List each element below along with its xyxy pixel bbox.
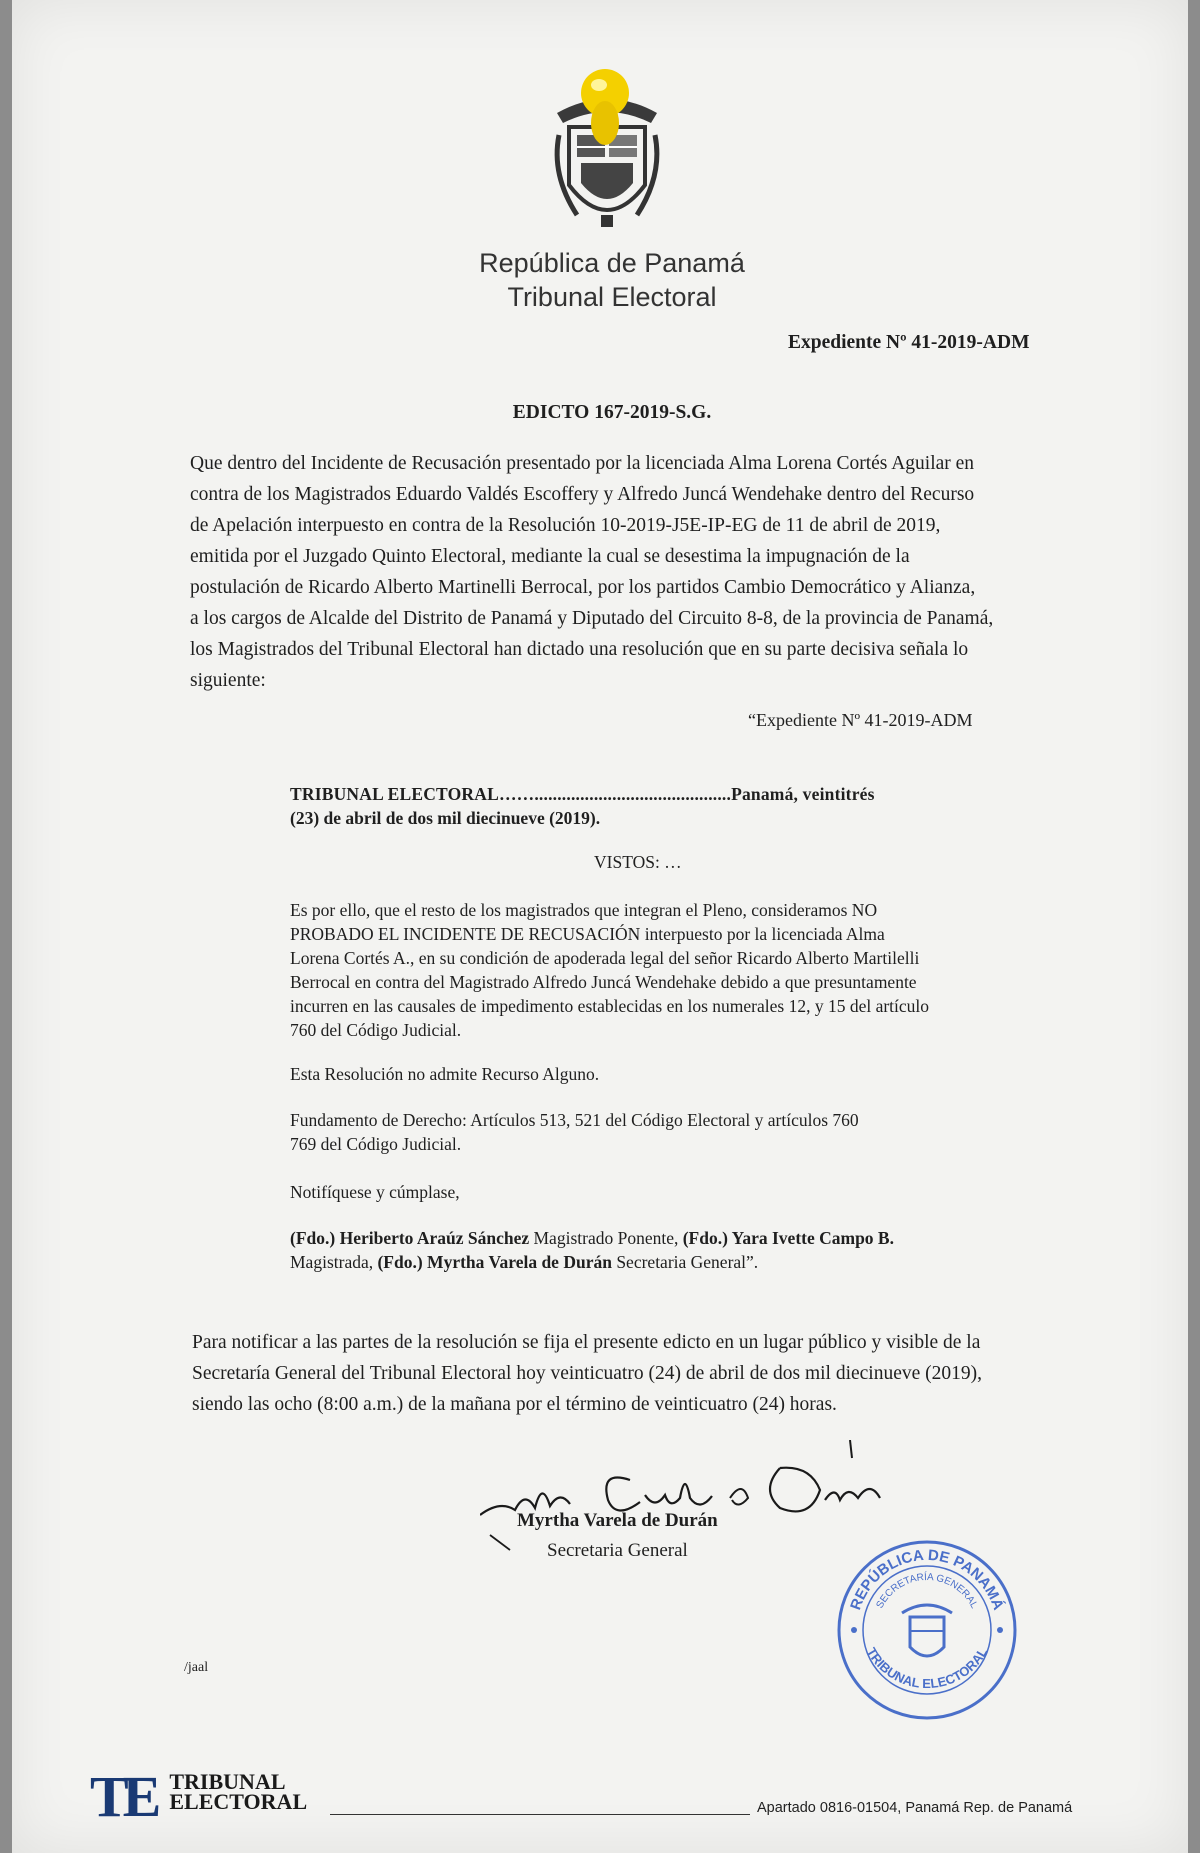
decision-line: Es por ello, que el resto de los magistrados que integran el Pleno, consideramos NO bbox=[290, 900, 878, 920]
tribunal-electoral-logo bbox=[90, 1764, 308, 1829]
decision-line: PROBADO EL INCIDENTE DE RECUSACIÓN interpuesto por la licenciada Alma bbox=[290, 924, 885, 944]
stamp-outer-text: REPÚBLICA DE PANAMÁ bbox=[847, 1546, 1007, 1613]
svg-text:TRIBUNAL ELECTORAL bbox=[864, 1645, 991, 1691]
decision-line: incurren en las causales de impedimento establecidas en los numerales 12, y 15 del artículo bbox=[290, 996, 930, 1016]
resolution-date bbox=[290, 782, 1000, 830]
decision-line: Lorena Cortés A., en su condición de apoderada legal del señor Ricardo Alberto Martilelli bbox=[290, 948, 920, 968]
no-appeal-line: Esta Resolución no admite Recurso Alguno. bbox=[290, 1064, 600, 1084]
signer-role: Secretaria General bbox=[547, 1540, 688, 1561]
signatory-name: (Fdo.) Myrtha Varela de Durán bbox=[377, 1252, 612, 1272]
institution-heading: Tribunal Electoral bbox=[507, 282, 717, 312]
resolution-date-line: (23) de abril de dos mil diecinueve (2019). bbox=[290, 808, 601, 828]
closing-paragraph bbox=[192, 1327, 1066, 1420]
coat-of-arms-icon bbox=[547, 65, 667, 240]
signatories-line bbox=[290, 1226, 1002, 1250]
signatory-name: (Fdo.) Heriberto Araúz Sánchez bbox=[290, 1228, 530, 1248]
signer-name: Myrtha Varela de Durán bbox=[517, 1510, 718, 1531]
quoted-file-number: “Expediente Nº 41-2019-ADM bbox=[748, 710, 973, 730]
stamp-inner-text: SECRETARÍA GENERAL bbox=[874, 1571, 980, 1611]
intro-line: postulación de Ricardo Alberto Martinelli Berrocal, por los partidos Cambio Democrático y Alianza, bbox=[190, 577, 976, 598]
file-number: Expediente Nº 41-2019-ADM bbox=[788, 332, 1030, 353]
vistos-label: VISTOS: … bbox=[594, 852, 682, 872]
decision-line: 760 del Código Judicial. bbox=[290, 1020, 462, 1040]
te-logo-mark: TE bbox=[90, 1764, 156, 1829]
edict-document-page bbox=[12, 0, 1188, 1853]
signatory-role: Magistrada, bbox=[290, 1252, 378, 1272]
stamp-bottom-text: TRIBUNAL ELECTORAL bbox=[863, 1644, 991, 1692]
intro-line: de Apelación interpuesto en contra de la Resolución 10-2019-J5E-IP-EG de 11 de abril de 2019, bbox=[190, 515, 941, 536]
te-logo-line: TRIBUNAL bbox=[169, 1769, 286, 1794]
resolution-date-line: TRIBUNAL ELECTORAL……...........................................Panamá, veintitrés bbox=[290, 784, 875, 804]
initials-reference: /jaal bbox=[184, 1660, 209, 1675]
te-logo-text bbox=[169, 1769, 308, 1814]
decision-paragraph bbox=[290, 898, 1002, 1042]
signatory-role: Secretaria General”. bbox=[611, 1252, 759, 1272]
decision-line: Berrocal en contra del Magistrado Alfredo Juncá Wendehake debido a que presuntamente bbox=[290, 972, 917, 992]
closing-line: siendo las ocho (8:00 a.m.) de la mañana por el término de veinticuatro (24) horas. bbox=[192, 1394, 837, 1415]
official-seal-stamp bbox=[832, 1535, 1022, 1725]
legal-basis-line: Fundamento de Derecho: Artículos 513, 521 del Código Electoral y artículos 760 bbox=[290, 1110, 859, 1130]
signatories-line bbox=[290, 1250, 1002, 1274]
intro-line: siguiente: bbox=[190, 670, 266, 691]
legal-basis-paragraph bbox=[290, 1108, 1002, 1156]
country-heading: República de Panamá bbox=[479, 248, 745, 278]
footer-rule bbox=[330, 1814, 750, 1815]
intro-line: emitida por el Juzgado Quinto Electoral, mediante la cual se desestima la impugnación de la bbox=[190, 546, 910, 567]
signatory-name: (Fdo.) Yara Ivette Campo B. bbox=[682, 1228, 894, 1248]
intro-paragraph bbox=[190, 448, 1062, 696]
signatories-paragraph bbox=[290, 1226, 1002, 1274]
closing-line: Para notificar a las partes de la resolución se fija el presente edicto en un lugar público y visible de la bbox=[192, 1332, 981, 1353]
footer-address: Apartado 0816-01504, Panamá Rep. de Panamá bbox=[757, 1800, 1073, 1816]
intro-line: contra de los Magistrados Eduardo Valdés Escoffery y Alfredo Juncá Wendehake dentro del Recurso bbox=[190, 484, 975, 505]
edict-title: EDICTO 167-2019-S.G. bbox=[512, 402, 712, 423]
closing-line: Secretaría General del Tribunal Electoral hoy veinticuatro (24) de abril de dos mil diecinueve (2019), bbox=[192, 1363, 983, 1384]
signatory-role: Magistrado Ponente, bbox=[529, 1228, 683, 1248]
notify-line: Notifíquese y cúmplase, bbox=[290, 1182, 460, 1202]
legal-basis-line: 769 del Código Judicial. bbox=[290, 1134, 462, 1154]
te-logo-line: ELECTORAL bbox=[169, 1789, 308, 1814]
intro-line: a los cargos de Alcalde del Distrito de Panamá y Diputado del Circuito 8-8, de la provincia de Panamá, bbox=[190, 608, 994, 629]
intro-line: los Magistrados del Tribunal Electoral han dictado una resolución que en su parte decisiva señala lo bbox=[190, 639, 969, 660]
intro-line: Que dentro del Incidente de Recusación presentado por la licenciada Alma Lorena Cortés Aguilar en bbox=[190, 453, 975, 474]
